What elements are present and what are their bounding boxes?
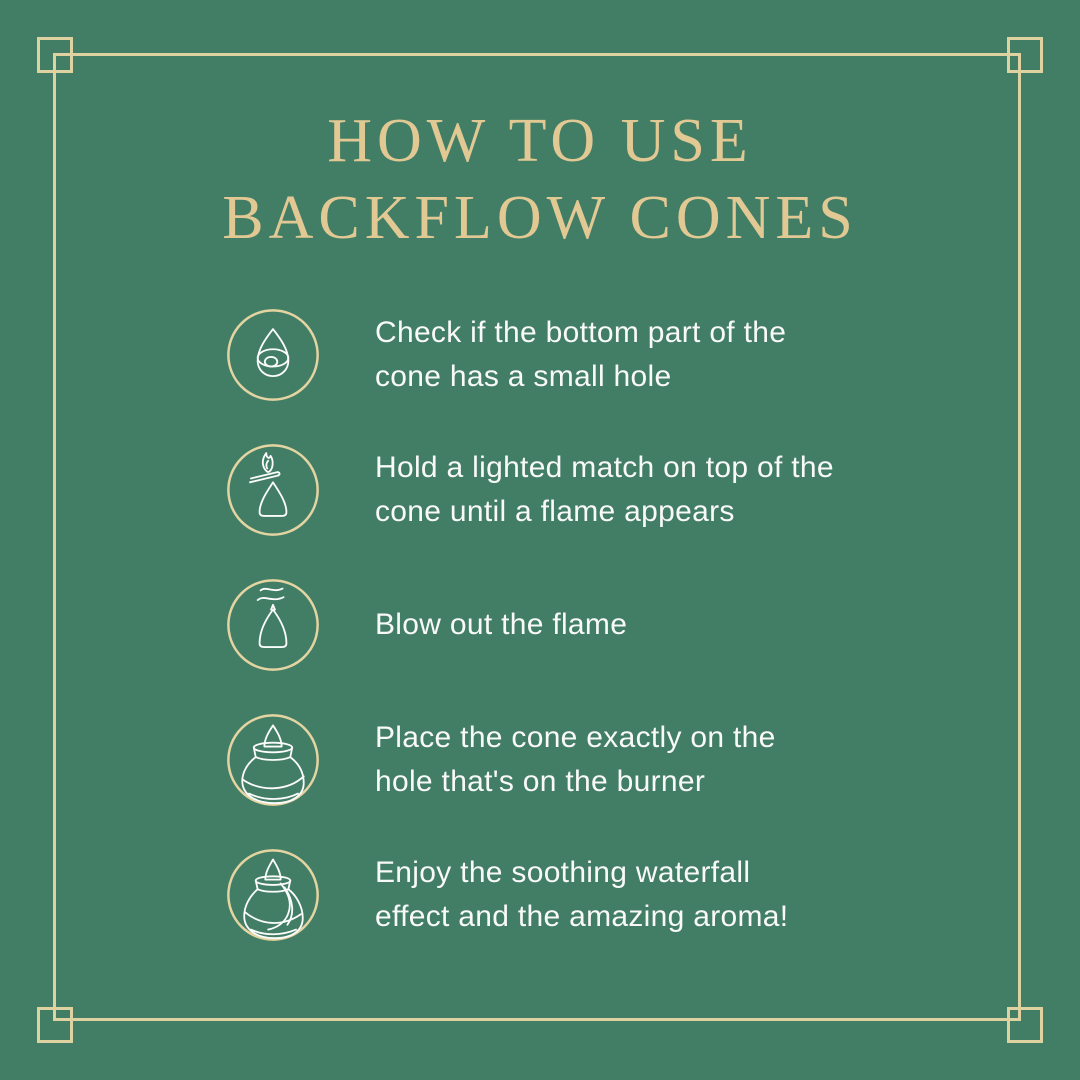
step-text-line: Hold a lighted match on top of the <box>375 451 834 484</box>
step-text <box>375 716 776 804</box>
step-text-line: cone has a small hole <box>375 360 672 393</box>
step-text-line: Enjoy the soothing waterfall <box>375 856 751 889</box>
step-row-1 <box>225 307 834 403</box>
step-text <box>375 851 788 939</box>
corner-square-bottom-right <box>1007 1007 1043 1043</box>
title-line-2: BACKFLOW CONES <box>222 184 858 252</box>
step-row-5 <box>225 847 834 943</box>
corner-square-top-left <box>37 37 73 73</box>
corner-square-top-right <box>1007 37 1043 73</box>
step-text <box>375 446 834 534</box>
burner-waterfall-smoke-icon <box>225 847 321 943</box>
match-flame-cone-icon <box>225 442 321 538</box>
step-text-line: cone until a flame appears <box>375 495 735 528</box>
corner-square-bottom-left <box>37 1007 73 1043</box>
step-row-3 <box>225 577 834 673</box>
smoking-cone-icon <box>225 577 321 673</box>
step-row-4 <box>225 712 834 808</box>
cone-on-burner-icon <box>225 712 321 808</box>
step-row-2 <box>225 442 834 538</box>
step-text-line: Blow out the flame <box>375 608 628 641</box>
step-text <box>375 603 627 647</box>
step-text-line: hole that's on the burner <box>375 765 706 798</box>
step-text-line: Place the cone exactly on the <box>375 721 776 754</box>
step-text <box>375 311 786 399</box>
steps-list <box>225 307 834 943</box>
step-text-line: effect and the amazing aroma! <box>375 900 789 933</box>
step-text-line: Check if the bottom part of the <box>375 316 787 349</box>
cone-bottom-hole-icon <box>225 307 321 403</box>
title-line-1: HOW TO USE <box>327 107 753 175</box>
page-title <box>0 103 1080 257</box>
